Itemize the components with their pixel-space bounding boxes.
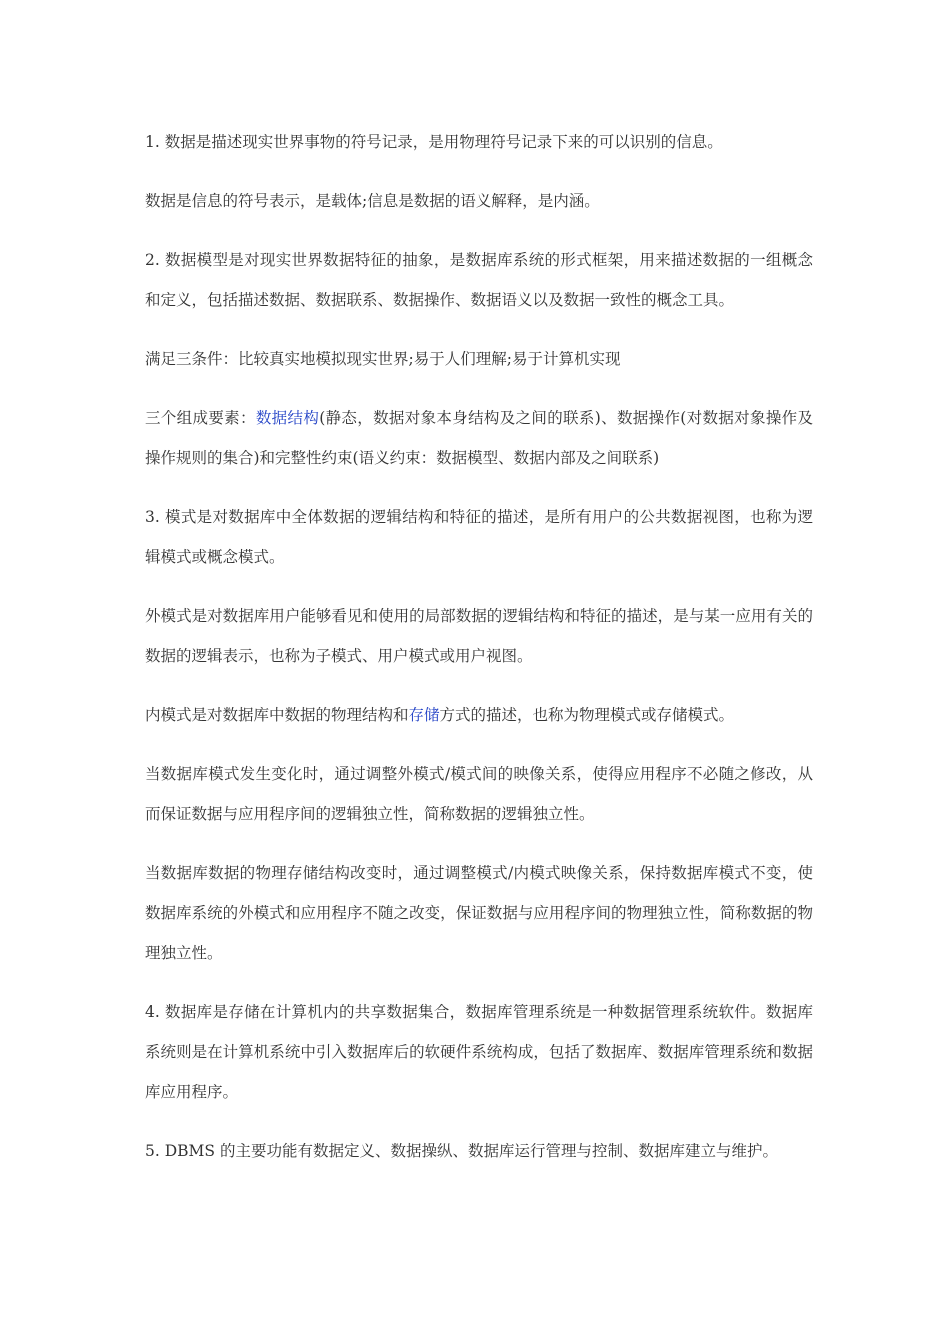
paragraph-6: 3. 模式是对数据库中全体数据的逻辑结构和特征的描述，是所有用户的公共数据视图，也称为逻辑模式或概念模式。 <box>145 508 813 566</box>
paragraph-5-rest: (静态，数据对象本身结构及之间的联系)、数据操作(对数据对象操作及操作规则的集合)和完整性约束(语义约束：数据模型、数据内部及之间联系) <box>145 409 813 467</box>
paragraph-10: 当数据库数据的物理存储结构改变时，通过调整模式/内模式映像关系，保持数据库模式不变，使数据库系统的外模式和应用程序不随之改变，保证数据与应用程序间的物理独立性，简称数据的物理独立性。 <box>145 864 813 962</box>
paragraph-8-lead: 内模式是对数据库中数据的物理结构和 <box>145 706 409 724</box>
paragraph-5-lead: 三个组成要素： <box>145 409 256 427</box>
paragraph-4: 满足三条件：比较真实地模拟现实世界;易于人们理解;易于计算机实现 <box>145 350 621 368</box>
data-structure-link[interactable]: 数据结构 <box>255 409 320 427</box>
paragraph-2: 数据是信息的符号表示，是载体;信息是数据的语义解释，是内涵。 <box>145 192 600 210</box>
paragraph-12: 5. DBMS 的主要功能有数据定义、数据操纵、数据库运行管理与控制、数据库建立与维护。 <box>145 1142 778 1160</box>
paragraph-1: 1. 数据是描述现实世界事物的符号记录，是用物理符号记录下来的可以识别的信息。 <box>145 133 723 151</box>
paragraph-11: 4. 数据库是存储在计算机内的共享数据集合，数据库管理系统是一种数据管理系统软件。数据库系统则是在计算机系统中引入数据库后的软硬件系统构成，包括了数据库、数据库管理系统和数据库应用程序。 <box>145 1003 813 1101</box>
document-body <box>145 122 813 1190</box>
paragraph-9: 当数据库模式发生变化时，通过调整外模式/模式间的映像关系，使得应用程序不必随之修改，从而保证数据与应用程序间的逻辑独立性，简称数据的逻辑独立性。 <box>145 765 813 823</box>
paragraph-8-rest: 方式的描述，也称为物理模式或存储模式。 <box>439 706 735 724</box>
paragraph-3: 2. 数据模型是对现实世界数据特征的抽象，是数据库系统的形式框架，用来描述数据的一组概念和定义，包括描述数据、数据联系、数据操作、数据语义以及数据一致性的概念工具。 <box>145 251 813 309</box>
paragraph-7: 外模式是对数据库用户能够看见和使用的局部数据的逻辑结构和特征的描述，是与某一应用有关的数据的逻辑表示，也称为子模式、用户模式或用户视图。 <box>145 607 813 665</box>
paragraph-8 <box>145 695 813 735</box>
paragraph-5 <box>145 398 813 478</box>
storage-link[interactable]: 存储 <box>408 706 440 724</box>
